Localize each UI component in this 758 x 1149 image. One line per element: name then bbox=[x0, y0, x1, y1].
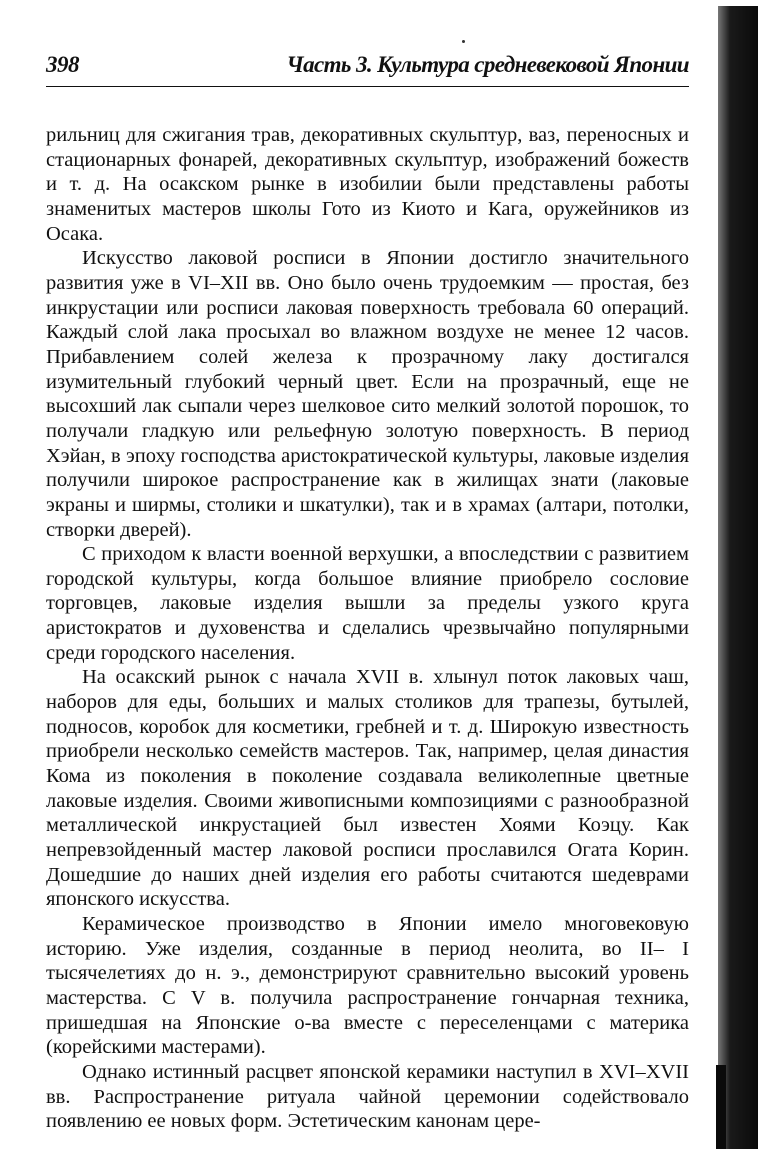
paragraph-1: рильниц для сжигания трав, декоративных скульптур, ваз, переносных и стационарных фонарей, декоративных скульптур, изображений божеств и т. д. На осакском рынке в изобилии были представлены работы знаменитых мастеров школы Гото из Киото и Кага, оружейников из Осака. bbox=[46, 124, 689, 245]
page-number: 398 bbox=[46, 52, 79, 77]
paragraph-2: Искусство лаковой росписи в Японии достигло значительного развития уже в VI–XII вв. Оно было очень трудоемким — простая, без инкрустации или росписи лаковая поверхность требовала 60 операций. Каждый слой лака просыхал во влажном воздухе не менее 12 часов. Прибавлением солей железа к прозрачному лаку достигался изумительный глубокий черный цвет. Если на прозрачный, еще не высохший лак сыпали через шелковое сито мелкий золотой порошок, то получали гладкую или рельефную золотую поверхность. В период Хэйан, в эпоху господства аристократической культуры, лаковые изделия получили широкое распространение как в жилищах знати (лаковые экраны и ширмы, столики и шкатулки), так и в храмах (алтари, потолки, створки дверей). bbox=[46, 247, 689, 541]
page-edge-notch bbox=[716, 1065, 726, 1149]
body-text bbox=[46, 123, 689, 1134]
paragraph-4: На осакский рынок с начала XVII в. хлынул поток лаковых чаш, наборов для еды, больших и малых столиков для трапезы, бутылей, подносов, коробок для косметики, гребней и т. д. Широкую известность приобрели несколько семейств мастеров. Так, например, целая династия Кома из поколения в поколение создавала великолепные цветные лаковые изделия. Своими живописными композициями с разнообразной металлической инкрустацией был известен Хоями Коэцу. Как непревзойденный мастер лаковой росписи прославился Огата Корин. Дошедшие до наших дней изделия его работы считаются шедеврами японского искусства. bbox=[46, 666, 689, 911]
paragraph-3: С приходом к власти военной верхушки, а впоследствии с развитием городской культуры, когда большое влияние приобрело сословие торговцев, лаковые изделия вышли за пределы узкого круга аристократов и духовенства и сделались чрезвычайно популярными среди городского населения. bbox=[46, 543, 689, 664]
paragraph-6: Однако истинный расцвет японской керамики наступил в XVI–XVII вв. Распространение ритуала чайной церемонии содействовало появлению ее новых форм. Эстетическим канонам цере- bbox=[46, 1060, 689, 1133]
scan-speck bbox=[462, 40, 465, 43]
page-header bbox=[46, 52, 689, 87]
paragraph-5: Керамическое производство в Японии имело многовековую историю. Уже изделия, созданные в период неолита, во II– I тысячелетиях до н. э., демонстрируют сравнительно высокий уровень мастерства. С V в. получила распространение гончарная техника, пришедшая на Японские о-ва вместе с переселенцами с материка (корейскими мастерами). bbox=[46, 913, 689, 1059]
page-edge-shadow bbox=[718, 6, 758, 1149]
running-head: Часть 3. Культура средневековой Японии bbox=[286, 52, 689, 77]
